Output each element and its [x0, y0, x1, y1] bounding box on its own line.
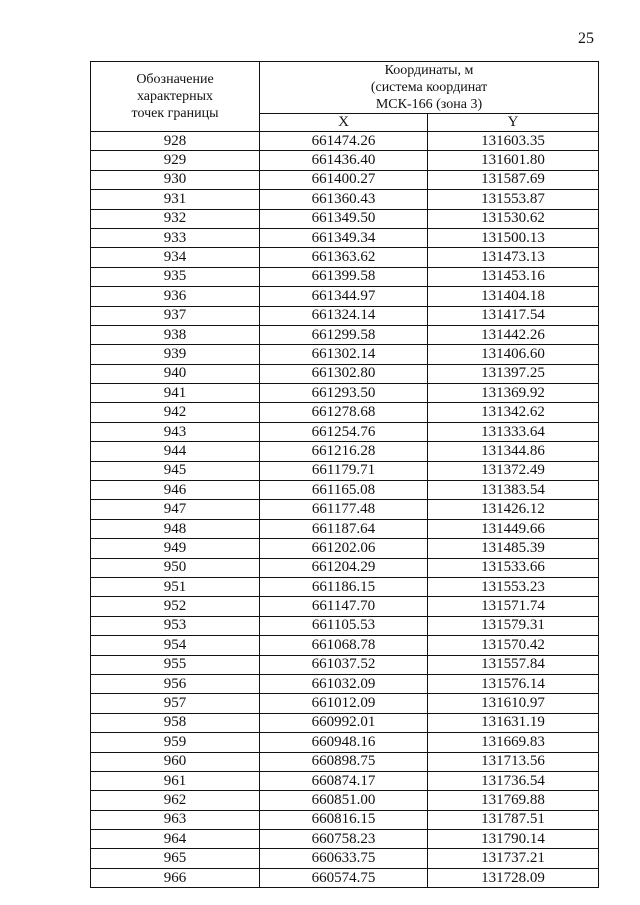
point-cell: 943	[91, 422, 260, 441]
table-row	[91, 442, 599, 461]
y-column-header: Y	[428, 114, 599, 132]
table-row	[91, 422, 599, 441]
point-cell: 953	[91, 616, 260, 635]
table-row	[91, 694, 599, 713]
point-cell: 966	[91, 868, 260, 887]
point-cell: 961	[91, 771, 260, 790]
x-coordinate-cell: 661302.80	[260, 364, 428, 383]
table-row	[91, 287, 599, 306]
table-row	[91, 325, 599, 344]
point-cell: 958	[91, 713, 260, 732]
table-row	[91, 306, 599, 325]
y-coordinate-cell: 131769.88	[428, 791, 599, 810]
y-coordinate-cell: 131576.14	[428, 674, 599, 693]
point-cell: 948	[91, 519, 260, 538]
table-row	[91, 868, 599, 887]
x-coordinate-cell: 661216.28	[260, 442, 428, 461]
x-coordinate-cell: 661037.52	[260, 655, 428, 674]
y-coordinate-cell: 131442.26	[428, 325, 599, 344]
table-row	[91, 170, 599, 189]
table-row	[91, 500, 599, 519]
x-coordinate-cell: 661204.29	[260, 558, 428, 577]
page-number: 25	[578, 30, 594, 47]
x-coordinate-cell: 661032.09	[260, 674, 428, 693]
table-row	[91, 713, 599, 732]
x-coordinate-cell: 661349.50	[260, 209, 428, 228]
table-row	[91, 830, 599, 849]
x-coordinate-cell: 661177.48	[260, 500, 428, 519]
x-coordinate-cell: 661179.71	[260, 461, 428, 480]
point-cell: 955	[91, 655, 260, 674]
y-coordinate-cell: 131449.66	[428, 519, 599, 538]
x-coordinate-cell: 661302.14	[260, 345, 428, 364]
y-coordinate-cell: 131601.80	[428, 151, 599, 170]
x-coordinate-cell: 661165.08	[260, 481, 428, 500]
y-coordinate-cell: 131485.39	[428, 539, 599, 558]
x-coordinate-cell: 660633.75	[260, 849, 428, 868]
coordinates-header-line: МСК-166 (зона 3)	[375, 97, 483, 112]
x-coordinate-cell: 660758.23	[260, 830, 428, 849]
table-row	[91, 132, 599, 151]
table-row	[91, 810, 599, 829]
table-row	[91, 151, 599, 170]
point-cell: 957	[91, 694, 260, 713]
x-coordinate-cell: 660948.16	[260, 733, 428, 752]
y-coordinate-cell: 131610.97	[428, 694, 599, 713]
x-coordinate-cell: 660851.00	[260, 791, 428, 810]
x-coordinate-cell: 661068.78	[260, 636, 428, 655]
point-cell: 937	[91, 306, 260, 325]
table-row	[91, 791, 599, 810]
y-coordinate-cell: 131579.31	[428, 616, 599, 635]
y-coordinate-cell: 131533.66	[428, 558, 599, 577]
x-coordinate-cell: 661186.15	[260, 577, 428, 596]
table-row	[91, 267, 599, 286]
point-designation-header	[91, 62, 260, 132]
x-coordinate-cell: 661400.27	[260, 170, 428, 189]
point-cell: 950	[91, 558, 260, 577]
table-row	[91, 616, 599, 635]
y-coordinate-cell: 131453.16	[428, 267, 599, 286]
point-cell: 929	[91, 151, 260, 170]
table-row	[91, 771, 599, 790]
point-cell: 928	[91, 132, 260, 151]
y-coordinate-cell: 131333.64	[428, 422, 599, 441]
point-cell: 942	[91, 403, 260, 422]
table-row	[91, 655, 599, 674]
x-coordinate-cell: 661436.40	[260, 151, 428, 170]
x-column-header: X	[260, 114, 428, 132]
x-coordinate-cell: 661202.06	[260, 539, 428, 558]
x-coordinate-cell: 660992.01	[260, 713, 428, 732]
y-coordinate-cell: 131570.42	[428, 636, 599, 655]
x-coordinate-cell: 661360.43	[260, 190, 428, 209]
x-coordinate-cell: 661105.53	[260, 616, 428, 635]
point-cell: 933	[91, 228, 260, 247]
x-coordinate-cell: 661293.50	[260, 384, 428, 403]
y-coordinate-cell: 131631.19	[428, 713, 599, 732]
table-row	[91, 577, 599, 596]
table-row	[91, 481, 599, 500]
y-coordinate-cell: 131473.13	[428, 248, 599, 267]
y-coordinate-cell: 131603.35	[428, 132, 599, 151]
table-row	[91, 209, 599, 228]
x-coordinate-cell: 661299.58	[260, 325, 428, 344]
table-row	[91, 190, 599, 209]
x-coordinate-cell: 661474.26	[260, 132, 428, 151]
point-cell: 949	[91, 539, 260, 558]
point-cell: 940	[91, 364, 260, 383]
point-cell: 964	[91, 830, 260, 849]
x-coordinate-cell: 661278.68	[260, 403, 428, 422]
point-designation-line: характерных	[136, 89, 214, 104]
x-coordinate-cell: 661012.09	[260, 694, 428, 713]
y-coordinate-cell: 131369.92	[428, 384, 599, 403]
table-row	[91, 539, 599, 558]
point-cell: 960	[91, 752, 260, 771]
y-coordinate-cell: 131342.62	[428, 403, 599, 422]
point-cell: 935	[91, 267, 260, 286]
table-row	[91, 733, 599, 752]
table-row	[91, 519, 599, 538]
table-row	[91, 636, 599, 655]
point-cell: 930	[91, 170, 260, 189]
y-coordinate-cell: 131790.14	[428, 830, 599, 849]
point-cell: 944	[91, 442, 260, 461]
point-cell: 936	[91, 287, 260, 306]
point-cell: 963	[91, 810, 260, 829]
y-coordinate-cell: 131669.83	[428, 733, 599, 752]
table-row	[91, 597, 599, 616]
point-cell: 959	[91, 733, 260, 752]
point-designation-line: точек границы	[131, 106, 219, 121]
table-row	[91, 384, 599, 403]
x-coordinate-cell: 661344.97	[260, 287, 428, 306]
table-row	[91, 228, 599, 247]
y-coordinate-cell: 131553.87	[428, 190, 599, 209]
y-coordinate-cell: 131571.74	[428, 597, 599, 616]
x-coordinate-cell: 661187.64	[260, 519, 428, 538]
point-cell: 939	[91, 345, 260, 364]
coordinates-table	[90, 61, 599, 888]
point-cell: 951	[91, 577, 260, 596]
point-cell: 945	[91, 461, 260, 480]
x-coordinate-cell: 660574.75	[260, 868, 428, 887]
table-row	[91, 403, 599, 422]
point-cell: 931	[91, 190, 260, 209]
y-coordinate-cell: 131713.56	[428, 752, 599, 771]
y-coordinate-cell: 131383.54	[428, 481, 599, 500]
x-coordinate-cell: 661147.70	[260, 597, 428, 616]
table-row	[91, 849, 599, 868]
y-coordinate-cell: 131406.60	[428, 345, 599, 364]
point-cell: 938	[91, 325, 260, 344]
y-coordinate-cell: 131500.13	[428, 228, 599, 247]
x-coordinate-cell: 660874.17	[260, 771, 428, 790]
point-cell: 954	[91, 636, 260, 655]
point-cell: 934	[91, 248, 260, 267]
y-coordinate-cell: 131737.21	[428, 849, 599, 868]
coordinates-header-line: (система координат	[370, 80, 488, 95]
table-row	[91, 345, 599, 364]
x-coordinate-cell: 661324.14	[260, 306, 428, 325]
table-row	[91, 461, 599, 480]
point-cell: 962	[91, 791, 260, 810]
y-coordinate-cell: 131372.49	[428, 461, 599, 480]
y-coordinate-cell: 131557.84	[428, 655, 599, 674]
point-cell: 947	[91, 500, 260, 519]
x-coordinate-cell: 661349.34	[260, 228, 428, 247]
table-row	[91, 674, 599, 693]
table-row	[91, 752, 599, 771]
point-cell: 956	[91, 674, 260, 693]
y-coordinate-cell: 131728.09	[428, 868, 599, 887]
y-coordinate-cell: 131404.18	[428, 287, 599, 306]
y-coordinate-cell: 131397.25	[428, 364, 599, 383]
x-coordinate-cell: 660816.15	[260, 810, 428, 829]
table-row	[91, 364, 599, 383]
point-cell: 952	[91, 597, 260, 616]
x-coordinate-cell: 661254.76	[260, 422, 428, 441]
x-coordinate-cell: 661363.62	[260, 248, 428, 267]
y-coordinate-cell: 131344.86	[428, 442, 599, 461]
y-coordinate-cell: 131787.51	[428, 810, 599, 829]
table-row	[91, 248, 599, 267]
y-coordinate-cell: 131587.69	[428, 170, 599, 189]
point-cell: 965	[91, 849, 260, 868]
x-coordinate-cell: 661399.58	[260, 267, 428, 286]
y-coordinate-cell: 131417.54	[428, 306, 599, 325]
y-coordinate-cell: 131426.12	[428, 500, 599, 519]
y-coordinate-cell: 131736.54	[428, 771, 599, 790]
coordinates-header	[260, 62, 599, 114]
y-coordinate-cell: 131553.23	[428, 577, 599, 596]
point-designation-line: Обозначение	[136, 72, 214, 87]
x-coordinate-cell: 660898.75	[260, 752, 428, 771]
point-cell: 946	[91, 481, 260, 500]
point-cell: 932	[91, 209, 260, 228]
coordinates-header-line: Координаты, м	[384, 63, 474, 78]
point-cell: 941	[91, 384, 260, 403]
table-row	[91, 558, 599, 577]
y-coordinate-cell: 131530.62	[428, 209, 599, 228]
